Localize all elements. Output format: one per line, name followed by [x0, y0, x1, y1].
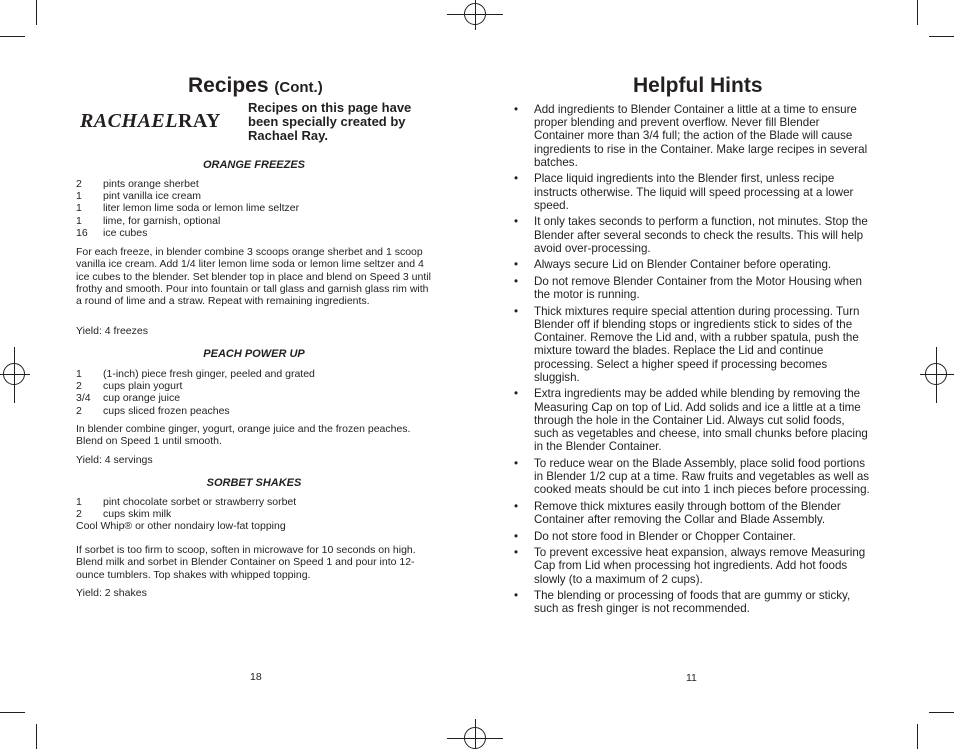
ingredient-list: [76, 368, 436, 417]
bullet-icon: •: [514, 103, 519, 116]
page-number-right: 11: [686, 672, 697, 684]
hint-item: • Extra ingredients may be added while blending by removing the Measuring Cap on top of Lid. Add solids and ice a little at a time through the hole in the Container Lid. Always cut solid foods, such as vegetables and cheese, into small chunks before placing in the Blender Container.: [514, 387, 868, 454]
bullet-icon: •: [514, 172, 519, 186]
ingredient-row: 2 cups plain yogurt: [76, 380, 183, 393]
hint-item: • Do not store food in Blender or Chopper Container.: [514, 529, 796, 543]
hint-item: • Always secure Lid on Blender Container before operating.: [514, 258, 832, 272]
bullet-icon: •: [514, 456, 519, 470]
hint-item: • It only takes seconds to perform a function, not minutes. Stop the Blender after several seconds to check the results. This will help avoid over-processing.: [514, 215, 868, 255]
ingredient-list: [76, 178, 436, 239]
ingredient-row: 1 pint vanilla ice cream: [76, 190, 202, 203]
hint-item: • To prevent excessive heat expansion, always remove Measuring Cap from Lid when processing hot ingredients. Add hot foods slowly (to a maximum of 2 cups).: [514, 546, 866, 586]
hint-item: • The blending or processing of foods that are gummy or sticky, such as fresh ginger is not recommended.: [514, 589, 851, 616]
ingredient-row: 1 liter lemon lime soda or lemon lime seltzer: [76, 202, 300, 215]
recipe-title-sorbet-shakes: SORBET SHAKES: [206, 477, 302, 489]
bullet-icon: •: [514, 589, 519, 603]
intro-text: Recipes on this page have been specially created by Rachael Ray.: [248, 100, 412, 143]
hint-item: • Add ingredients to Blender Container a little at a time to ensure proper blending and prevent overflow. Never fill Blender Container more than 3/4 full; the action of the Blade will cause ingredients to rise in the Container. Make large recipes in several batches.: [514, 103, 868, 169]
page-number-left: 18: [250, 671, 262, 683]
ingredient-row: 2 cups skim milk: [76, 508, 172, 521]
hints-list: [514, 103, 872, 619]
ingredient-row-extra: Cool Whip® or other nondairy low-fat topping: [76, 520, 286, 533]
hint-item: • Thick mixtures require special attention during processing. Turn Blender off if blending stops or ingredients stick to sides of the Container. Remove the Lid and, with a rubber spatula, push the mixture toward the blades. Replace the Lid and continue processing. Select a higher speed if processing becomes sluggish.: [514, 304, 860, 384]
page-title: [188, 74, 323, 98]
logo-rachael: RACHAEL: [80, 110, 178, 132]
hint-item: • To reduce wear on the Blade Assembly, place solid food portions in Blender 1/2 cup at a time. Raw fruits and vegetables as well as cooked meats should be cut into 1 inch pieces before processing.: [514, 456, 870, 497]
ingredient-row: 2 cups sliced frozen peaches: [76, 404, 230, 417]
bullet-icon: •: [514, 499, 519, 513]
recipe-yield: Yield: 4 servings: [76, 454, 153, 466]
ingredient-row: 3/4 cup orange juice: [76, 392, 181, 405]
ingredient-row: 2 pints orange sherbet: [76, 178, 199, 190]
bullet-icon: •: [514, 275, 519, 288]
bullet-icon: •: [514, 529, 519, 543]
hint-item: • Do not remove Blender Container from the Motor Housing when the motor is running.: [514, 275, 863, 302]
recipe-title-peach-power-up: PEACH POWER UP: [203, 348, 305, 360]
ingredient-list: [76, 496, 436, 533]
helpful-hints-title: Helpful Hints: [633, 74, 763, 97]
ingredient-row: 1 (1-inch) piece fresh ginger, peeled and grated: [76, 368, 315, 380]
ingredient-row: 1 lime, for garnish, optional: [76, 214, 221, 227]
bullet-icon: •: [514, 546, 519, 560]
recipe-title-orange-freezes: ORANGE FREEZES: [202, 159, 306, 171]
bullet-icon: •: [514, 387, 519, 401]
logo-ray: RAY: [177, 110, 221, 132]
recipe-yield: Yield: 4 freezes: [76, 325, 148, 337]
hint-item: • Remove thick mixtures easily through bottom of the Blender Container after removing the Collar and Blade Assembly.: [514, 499, 841, 527]
rachael-ray-logo: [80, 110, 230, 136]
title-suffix: (Cont.): [274, 79, 323, 96]
recipe-yield: Yield: 2 shakes: [76, 587, 147, 599]
ingredient-row: 16 ice cubes: [76, 226, 148, 239]
recipe-method: In blender combine ginger, yogurt, orange juice and the frozen peaches. Blend on Speed 1 until smooth.: [76, 423, 411, 448]
bullet-icon: •: [514, 258, 519, 272]
bullet-icon: •: [514, 304, 519, 318]
recipe-method: If sorbet is too firm to scoop, soften in microwave for 10 seconds on high. Blend milk and sorbet in Blender Container on Speed 1 and pour into 12-ounce tumblers. Top shakes with whipped topping.: [76, 544, 416, 581]
bullet-icon: •: [514, 215, 519, 229]
recipe-method: For each freeze, in blender combine 3 scoops orange sherbet and 1 scoop vanilla ice cream. Add 1/4 liter lemon lime soda or lemon lime seltzer and 4 ice cubes to the blender. Set blender top in place and blend on Speed 3 until frothy and smooth. Pour into fountain or tall glass and garnish glass rim with a round of lime and a straw. Repeat with remaining ingredients.: [76, 246, 431, 308]
ingredient-row: 1 pint chocolate sorbet or strawberry sorbet: [76, 496, 297, 508]
title-recipes: Recipes: [188, 74, 269, 97]
hint-item: • Place liquid ingredients into the Blender first, unless recipe instructs otherwise. The liquid will speed processing at a lower speed.: [514, 172, 854, 212]
